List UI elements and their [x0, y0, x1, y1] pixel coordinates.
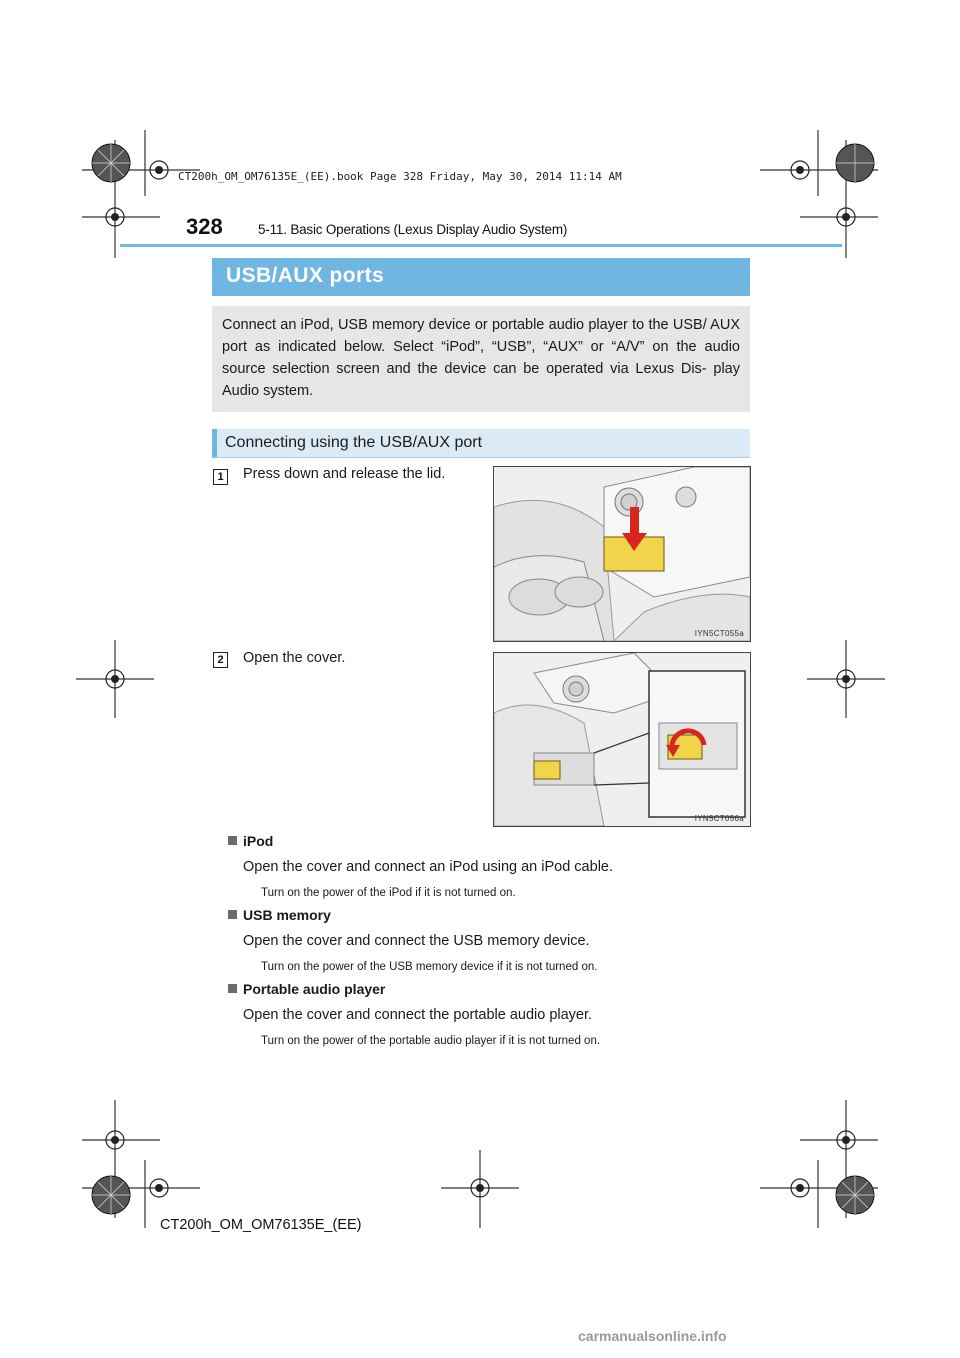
square-bullet-icon: [228, 836, 237, 845]
page-number: 328: [186, 214, 223, 239]
step-1-illustration: [493, 466, 751, 642]
ipod-heading-label: iPod: [243, 833, 274, 849]
step-2-text: Open the cover.: [243, 650, 346, 666]
usb-heading: [228, 907, 331, 923]
subsection-bar: [212, 429, 750, 458]
step-1-text: Press down and release the lid.: [243, 466, 446, 482]
step-1-number: 1: [213, 469, 228, 485]
step-1-image-code: IYN5CT055a: [694, 629, 744, 638]
usb-instruction: Open the cover and connect the USB memory device.: [243, 933, 590, 949]
square-bullet-icon: [228, 910, 237, 919]
subsection-title: Connecting using the USB/AUX port: [225, 434, 483, 451]
console-cover-illustration: [494, 653, 750, 826]
portable-player-heading: [228, 981, 385, 997]
watermark: carmanualsonline.info: [578, 1328, 727, 1344]
page-title: USB/AUX ports: [226, 264, 385, 287]
step-2-image-code: IYN5CT056a: [694, 814, 744, 823]
usb-note: Turn on the power of the USB memory device if it is not turned on.: [261, 961, 598, 973]
portable-player-heading-label: Portable audio player: [243, 981, 386, 997]
header-rule: [120, 244, 842, 247]
intro-text: Connect an iPod, USB memory device or portable audio player to the USB/ AUX port as indicated below. Select “iPod”, “USB”, “AUX” or “A/V” on the audio source selection screen and the device can be operated via Lexus Dis- play Audio system.: [222, 317, 740, 399]
ipod-instruction: Open the cover and connect an iPod using an iPod cable.: [243, 859, 614, 875]
title-bar: [212, 258, 750, 296]
step-2-illustration: [493, 652, 751, 827]
portable-player-instruction: Open the cover and connect the portable audio player.: [243, 1007, 593, 1023]
footer-doc-code: CT200h_OM_OM76135E_(EE): [160, 1217, 362, 1233]
section-heading: 5-11. Basic Operations (Lexus Display Audio System): [258, 222, 568, 237]
console-lid-illustration: [494, 467, 750, 641]
ipod-note: Turn on the power of the iPod if it is not turned on.: [261, 887, 516, 899]
print-header: CT200h_OM_OM76135E_(EE).book Page 328 Friday, May 30, 2014 11:14 AM: [178, 170, 622, 183]
step-2-number: 2: [213, 652, 228, 668]
portable-player-note: Turn on the power of the portable audio player if it is not turned on.: [261, 1035, 601, 1047]
intro-box: [212, 306, 750, 412]
ipod-heading: [228, 833, 273, 849]
usb-heading-label: USB memory: [243, 907, 331, 923]
square-bullet-icon: [228, 984, 237, 993]
